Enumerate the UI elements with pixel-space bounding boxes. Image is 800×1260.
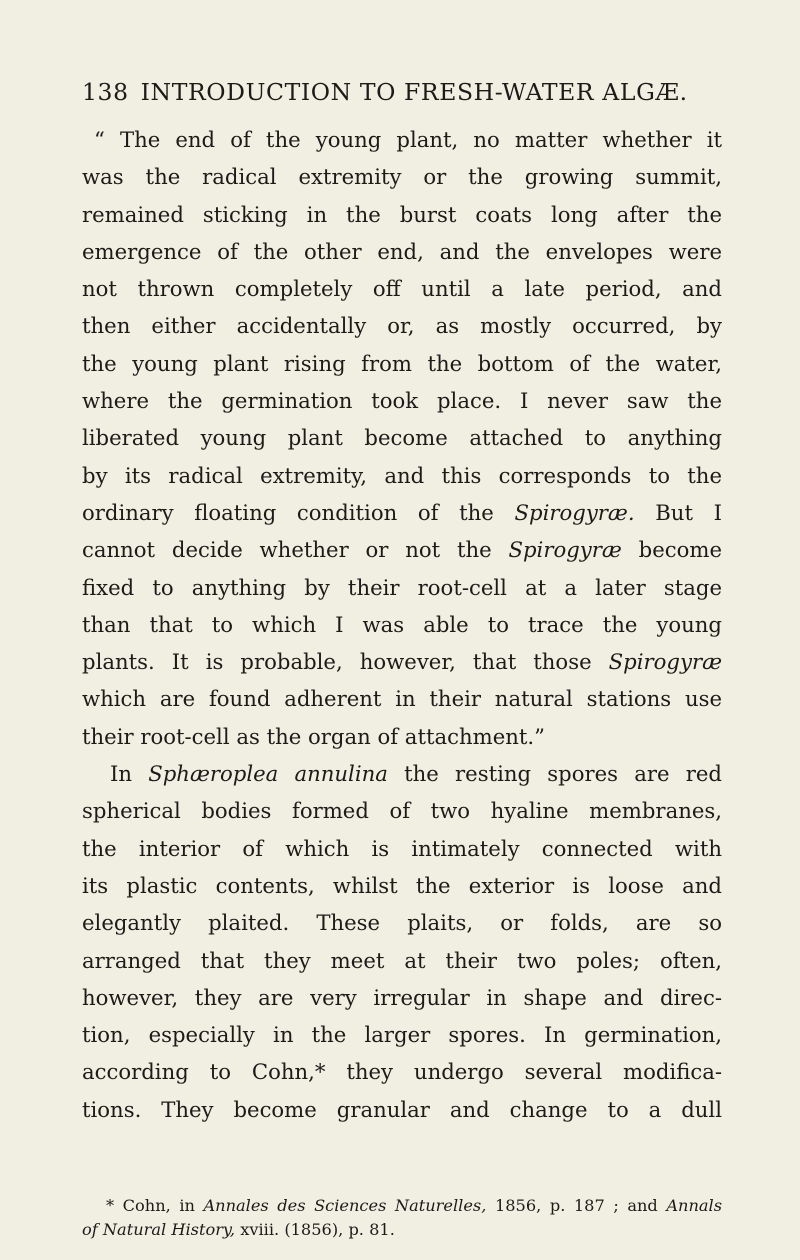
text-line: emergence of the other end, and the envelopes were bbox=[82, 238, 722, 264]
text-line: arranged that they meet at their two poles; often, bbox=[82, 947, 722, 973]
footnote bbox=[82, 1194, 722, 1242]
running-head bbox=[82, 78, 722, 106]
text-segment: cannot decide whether or not the bbox=[82, 537, 509, 563]
text-segment: plants. It is probable, however, that those bbox=[82, 649, 609, 675]
page-number: 138 bbox=[82, 78, 129, 106]
text-segment: the resting spores are red bbox=[387, 761, 722, 787]
text-line: according to Cohn,* they undergo several modifica- bbox=[82, 1059, 722, 1085]
species-name: Spirogyræ. bbox=[514, 499, 635, 525]
text-segment: become bbox=[621, 537, 722, 563]
species-name: Spirogyræ bbox=[608, 649, 722, 675]
journal-title: Annales des Sciences Naturelles, bbox=[203, 1196, 487, 1215]
journal-title: of Natural History, bbox=[82, 1220, 236, 1239]
text-line: elegantly plaited. These plaits, or folds, are so bbox=[82, 910, 722, 936]
species-name: Sphæroplea annulina bbox=[148, 761, 388, 787]
text-line: its plastic contents, whilst the exterior is loose and bbox=[82, 872, 722, 898]
text-segment: ordinary floating condition of the bbox=[82, 499, 515, 525]
footnote-reference: 1856, p. 187 ; and bbox=[486, 1196, 667, 1215]
paragraph-start-line bbox=[82, 755, 722, 792]
text-line: the young plant rising from the bottom of the water, bbox=[82, 350, 722, 376]
text-line: the interior of which is intimately connected with bbox=[82, 835, 722, 861]
running-title: INTRODUCTION TO FRESH-WATER ALGÆ. bbox=[140, 78, 688, 106]
text-line: by its radical extremity, and this corresponds to the bbox=[82, 462, 722, 488]
footnote-marker-author: * Cohn, in bbox=[106, 1196, 204, 1215]
journal-title: Annals bbox=[666, 1196, 723, 1215]
text-line: “ The end of the young plant, no matter whether it bbox=[94, 127, 722, 152]
text-line bbox=[82, 531, 722, 568]
text-line: was the radical extremity or the growing summit, bbox=[82, 164, 722, 190]
text-line: which are found adherent in their natural stations use bbox=[82, 686, 722, 712]
text-line: tion, especially in the larger spores. In germination, bbox=[82, 1022, 722, 1048]
species-name: Spirogyræ bbox=[508, 537, 622, 563]
body-text bbox=[82, 121, 722, 1128]
text-line: spherical bodies formed of two hyaline membranes, bbox=[82, 798, 722, 824]
text-line: where the germination took place. I never saw the bbox=[82, 388, 722, 414]
text-line: than that to which I was able to trace the young bbox=[82, 611, 722, 637]
footnote-line bbox=[82, 1218, 722, 1242]
text-line: their root-cell as the organ of attachment.” bbox=[82, 723, 545, 749]
text-line: however, they are very irregular in shape and direc- bbox=[82, 984, 722, 1010]
footnote-line bbox=[82, 1194, 722, 1218]
text-line: remained sticking in the burst coats long after the bbox=[82, 201, 722, 227]
text-line bbox=[82, 643, 722, 680]
footnote-reference: xviii. (1856), p. 81. bbox=[235, 1220, 395, 1239]
text-line: tions. They become granular and change to a dull bbox=[82, 1096, 722, 1122]
text-line bbox=[82, 494, 722, 531]
text-segment: But I bbox=[634, 499, 722, 525]
text-line: liberated young plant become attached to anything bbox=[82, 425, 722, 451]
text-line: then either accidentally or, as mostly occurred, by bbox=[82, 313, 722, 339]
text-line: not thrown completely off until a late period, and bbox=[82, 276, 722, 302]
text-line: fixed to anything by their root-cell at a later stage bbox=[82, 574, 722, 600]
text-segment: In bbox=[110, 761, 149, 787]
